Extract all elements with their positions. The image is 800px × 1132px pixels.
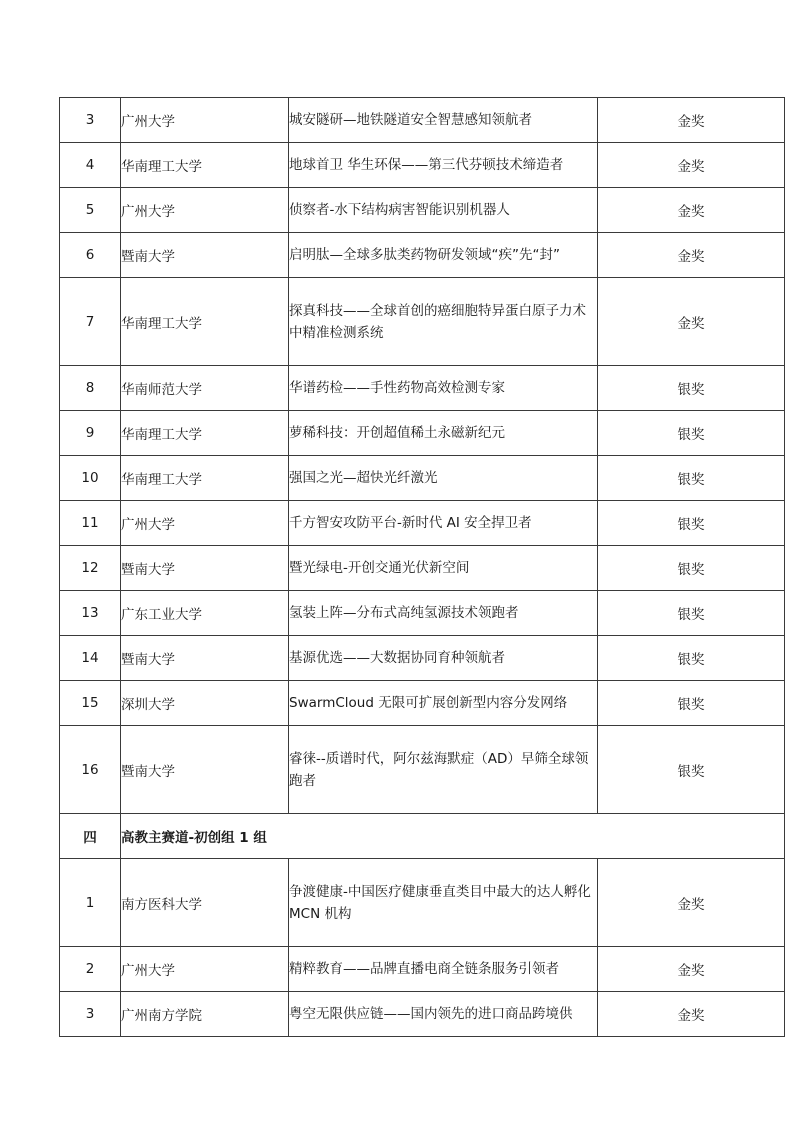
award-level: 金奖 bbox=[598, 188, 785, 233]
school-name: 华南理工大学 bbox=[121, 278, 289, 366]
award-level: 金奖 bbox=[598, 233, 785, 278]
school-name: 暨南大学 bbox=[121, 636, 289, 681]
award-table-body-top bbox=[60, 98, 785, 814]
table-row bbox=[60, 143, 785, 188]
row-number: 8 bbox=[60, 366, 121, 411]
school-name: 广州南方学院 bbox=[121, 992, 289, 1037]
award-level: 银奖 bbox=[598, 456, 785, 501]
project-name: 精粹教育——品牌直播电商全链条服务引领者 bbox=[289, 947, 598, 992]
award-level: 银奖 bbox=[598, 681, 785, 726]
project-name: 粤空无限供应链——国内领先的进口商品跨境供 bbox=[289, 992, 598, 1037]
school-name: 华南理工大学 bbox=[121, 456, 289, 501]
project-name: 强国之光—超快光纤激光 bbox=[289, 456, 598, 501]
project-name: 争渡健康-中国医疗健康垂直类目中最大的达人孵化 MCN 机构 bbox=[289, 859, 598, 947]
project-name: 基源优选——大数据协同育种领航者 bbox=[289, 636, 598, 681]
award-level: 金奖 bbox=[598, 278, 785, 366]
school-name: 华南师范大学 bbox=[121, 366, 289, 411]
table-row bbox=[60, 636, 785, 681]
section-number: 四 bbox=[60, 814, 121, 859]
row-number: 14 bbox=[60, 636, 121, 681]
row-number: 13 bbox=[60, 591, 121, 636]
project-name: 萝稀科技：开创超值稀土永磁新纪元 bbox=[289, 411, 598, 456]
award-table bbox=[59, 97, 785, 1037]
table-row bbox=[60, 278, 785, 366]
award-level: 银奖 bbox=[598, 636, 785, 681]
row-number: 6 bbox=[60, 233, 121, 278]
project-name: 暨光绿电-开创交通光伏新空间 bbox=[289, 546, 598, 591]
project-name: 地球首卫 华生环保——第三代芬顿技术缔造者 bbox=[289, 143, 598, 188]
school-name: 广州大学 bbox=[121, 188, 289, 233]
award-table-body-bottom bbox=[60, 859, 785, 1037]
table-row bbox=[60, 366, 785, 411]
award-level: 银奖 bbox=[598, 726, 785, 814]
row-number: 16 bbox=[60, 726, 121, 814]
award-level: 银奖 bbox=[598, 591, 785, 636]
school-name: 广州大学 bbox=[121, 98, 289, 143]
row-number: 12 bbox=[60, 546, 121, 591]
project-name: 氢装上阵—分布式高纯氢源技术领跑者 bbox=[289, 591, 598, 636]
school-name: 广东工业大学 bbox=[121, 591, 289, 636]
section-header-group bbox=[60, 814, 785, 859]
table-row bbox=[60, 591, 785, 636]
project-name: SwarmCloud 无限可扩展创新型内容分发网络 bbox=[289, 681, 598, 726]
row-number: 3 bbox=[60, 992, 121, 1037]
school-name: 广州大学 bbox=[121, 947, 289, 992]
school-name: 暨南大学 bbox=[121, 233, 289, 278]
table-row bbox=[60, 456, 785, 501]
row-number: 11 bbox=[60, 501, 121, 546]
row-number: 4 bbox=[60, 143, 121, 188]
award-level: 银奖 bbox=[598, 546, 785, 591]
table-row bbox=[60, 501, 785, 546]
row-number: 10 bbox=[60, 456, 121, 501]
school-name: 华南理工大学 bbox=[121, 143, 289, 188]
award-level: 金奖 bbox=[598, 992, 785, 1037]
school-name: 暨南大学 bbox=[121, 726, 289, 814]
award-level: 银奖 bbox=[598, 411, 785, 456]
row-number: 9 bbox=[60, 411, 121, 456]
project-name: 侦察者-水下结构病害智能识别机器人 bbox=[289, 188, 598, 233]
table-row bbox=[60, 681, 785, 726]
row-number: 3 bbox=[60, 98, 121, 143]
table-row bbox=[60, 98, 785, 143]
project-name: 华谱药检——手性药物高效检测专家 bbox=[289, 366, 598, 411]
table-row bbox=[60, 992, 785, 1037]
award-level: 金奖 bbox=[598, 98, 785, 143]
row-number: 5 bbox=[60, 188, 121, 233]
row-number: 2 bbox=[60, 947, 121, 992]
award-level: 银奖 bbox=[598, 366, 785, 411]
project-name: 城安隧研—地铁隧道安全智慧感知领航者 bbox=[289, 98, 598, 143]
table-row bbox=[60, 726, 785, 814]
school-name: 华南理工大学 bbox=[121, 411, 289, 456]
school-name: 深圳大学 bbox=[121, 681, 289, 726]
section-row bbox=[60, 814, 785, 859]
project-name: 睿徕--质谱时代，阿尔兹海默症（AD）早筛全球领跑者 bbox=[289, 726, 598, 814]
table-row bbox=[60, 411, 785, 456]
award-level: 银奖 bbox=[598, 501, 785, 546]
project-name: 探真科技——全球首创的癌细胞特异蛋白原子力术中精准检测系统 bbox=[289, 278, 598, 366]
project-name: 千方智安攻防平台-新时代 AI 安全捍卫者 bbox=[289, 501, 598, 546]
section-title: 高教主赛道-初创组 1 组 bbox=[121, 814, 785, 859]
award-level: 金奖 bbox=[598, 143, 785, 188]
table-row bbox=[60, 859, 785, 947]
award-level: 金奖 bbox=[598, 947, 785, 992]
row-number: 1 bbox=[60, 859, 121, 947]
table-row bbox=[60, 233, 785, 278]
table-row bbox=[60, 188, 785, 233]
school-name: 南方医科大学 bbox=[121, 859, 289, 947]
school-name: 广州大学 bbox=[121, 501, 289, 546]
row-number: 15 bbox=[60, 681, 121, 726]
table-row bbox=[60, 947, 785, 992]
table-row bbox=[60, 546, 785, 591]
award-level: 金奖 bbox=[598, 859, 785, 947]
school-name: 暨南大学 bbox=[121, 546, 289, 591]
project-name: 启明肽—全球多肽类药物研发领域“疾”先“封” bbox=[289, 233, 598, 278]
row-number: 7 bbox=[60, 278, 121, 366]
